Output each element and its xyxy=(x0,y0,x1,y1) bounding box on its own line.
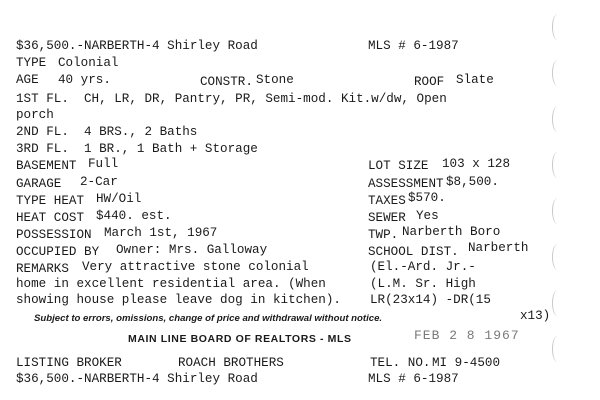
footer-mls-number: MLS # 6-1987 xyxy=(368,372,459,386)
second-floor-label: 2ND FL. xyxy=(16,125,69,139)
type-label: TYPE xyxy=(16,56,47,70)
disclaimer: Subject to errors, omissions, change of price and withdrawal without notice. xyxy=(34,313,383,324)
sewer-label: SEWER xyxy=(368,211,406,225)
possession-label: POSSESSION xyxy=(16,228,92,242)
roof-value: Slate xyxy=(456,73,494,87)
binder-hole xyxy=(552,290,563,316)
possession-value: March 1st, 1967 xyxy=(104,226,218,240)
first-floor-label: 1ST FL. xyxy=(16,92,69,106)
broker-value: ROACH BROTHERS xyxy=(178,356,284,370)
remarks-line-1: Very attractive stone colonial xyxy=(82,260,309,274)
garage-label: GARAGE xyxy=(16,177,62,191)
binder-hole xyxy=(552,244,563,270)
binder-hole xyxy=(552,60,563,86)
price-address-line: $36,500.-NARBERTH-4 Shirley Road xyxy=(16,39,258,53)
type-heat-label: TYPE HEAT xyxy=(16,194,85,208)
type-heat-value: HW/Oil xyxy=(96,192,142,206)
binder-hole xyxy=(552,198,563,224)
lot-size-value: 103 x 128 xyxy=(442,157,511,171)
third-floor-value: 1 BR., 1 Bath + Storage xyxy=(84,142,258,156)
school-value: Narberth xyxy=(468,241,529,255)
assessment-value: $8,500. xyxy=(446,175,499,189)
assessment-label: ASSESSMENT xyxy=(368,177,444,191)
taxes-value: $570. xyxy=(408,191,446,205)
heat-cost-label: HEAT COST xyxy=(16,211,85,225)
binder-hole xyxy=(552,336,563,362)
date-stamp: FEB 2 8 1967 xyxy=(414,328,520,343)
constr-label: CONSTR. xyxy=(200,75,253,89)
board-name: MAIN LINE BOARD OF REALTORS - MLS xyxy=(128,333,352,345)
constr-value: Stone xyxy=(256,73,294,87)
third-floor-label: 3RD FL. xyxy=(16,142,69,156)
school-label: SCHOOL DIST. xyxy=(368,245,459,259)
mls-number: MLS # 6-1987 xyxy=(368,39,459,53)
lot-size-label: LOT SIZE xyxy=(368,159,429,173)
twp-label: TWP. xyxy=(368,228,399,242)
remarks-line-2: home in excellent residential area. (When xyxy=(16,277,326,291)
twp-value: Narberth Boro xyxy=(402,225,501,239)
binder-hole xyxy=(552,106,563,132)
second-floor-value: 4 BRS., 2 Baths xyxy=(84,125,198,139)
sewer-value: Yes xyxy=(416,209,439,223)
type-value: Colonial xyxy=(58,56,119,70)
school-line-3: (L.M. Sr. High xyxy=(370,277,476,291)
basement-label: BASEMENT xyxy=(16,159,77,173)
broker-label: LISTING BROKER xyxy=(16,356,122,370)
taxes-label: TAXES xyxy=(368,194,406,208)
school-line-2: (El.-Ard. Jr.- xyxy=(370,260,476,274)
roof-label: ROOF xyxy=(414,75,445,89)
heat-cost-value: $440. est. xyxy=(96,209,172,223)
tel-value: MI 9-4500 xyxy=(432,356,501,370)
room-size-line-1: LR(23x14) -DR(15 xyxy=(370,293,491,307)
binder-hole xyxy=(552,152,563,178)
age-label: AGE xyxy=(16,73,39,87)
garage-value: 2-Car xyxy=(80,175,118,189)
remarks-line-3: showing house please leave dog in kitchen). xyxy=(16,293,341,307)
remarks-label: REMARKS xyxy=(16,262,69,276)
tel-label: TEL. NO. xyxy=(370,356,431,370)
occupied-value: Owner: Mrs. Galloway xyxy=(116,243,268,257)
basement-value: Full xyxy=(88,157,119,171)
room-size-line-2: x13) xyxy=(520,309,551,323)
first-floor-value: CH, LR, DR, Pantry, PR, Semi-mod. Kit.w/dw, Open xyxy=(84,92,447,106)
age-value: 40 yrs. xyxy=(58,73,111,87)
occupied-label: OCCUPIED BY xyxy=(16,245,100,259)
footer-price-address-line: $36,500.-NARBERTH-4 Shirley Road xyxy=(16,372,258,386)
first-floor-continued: porch xyxy=(16,108,54,122)
binder-hole xyxy=(552,14,563,40)
